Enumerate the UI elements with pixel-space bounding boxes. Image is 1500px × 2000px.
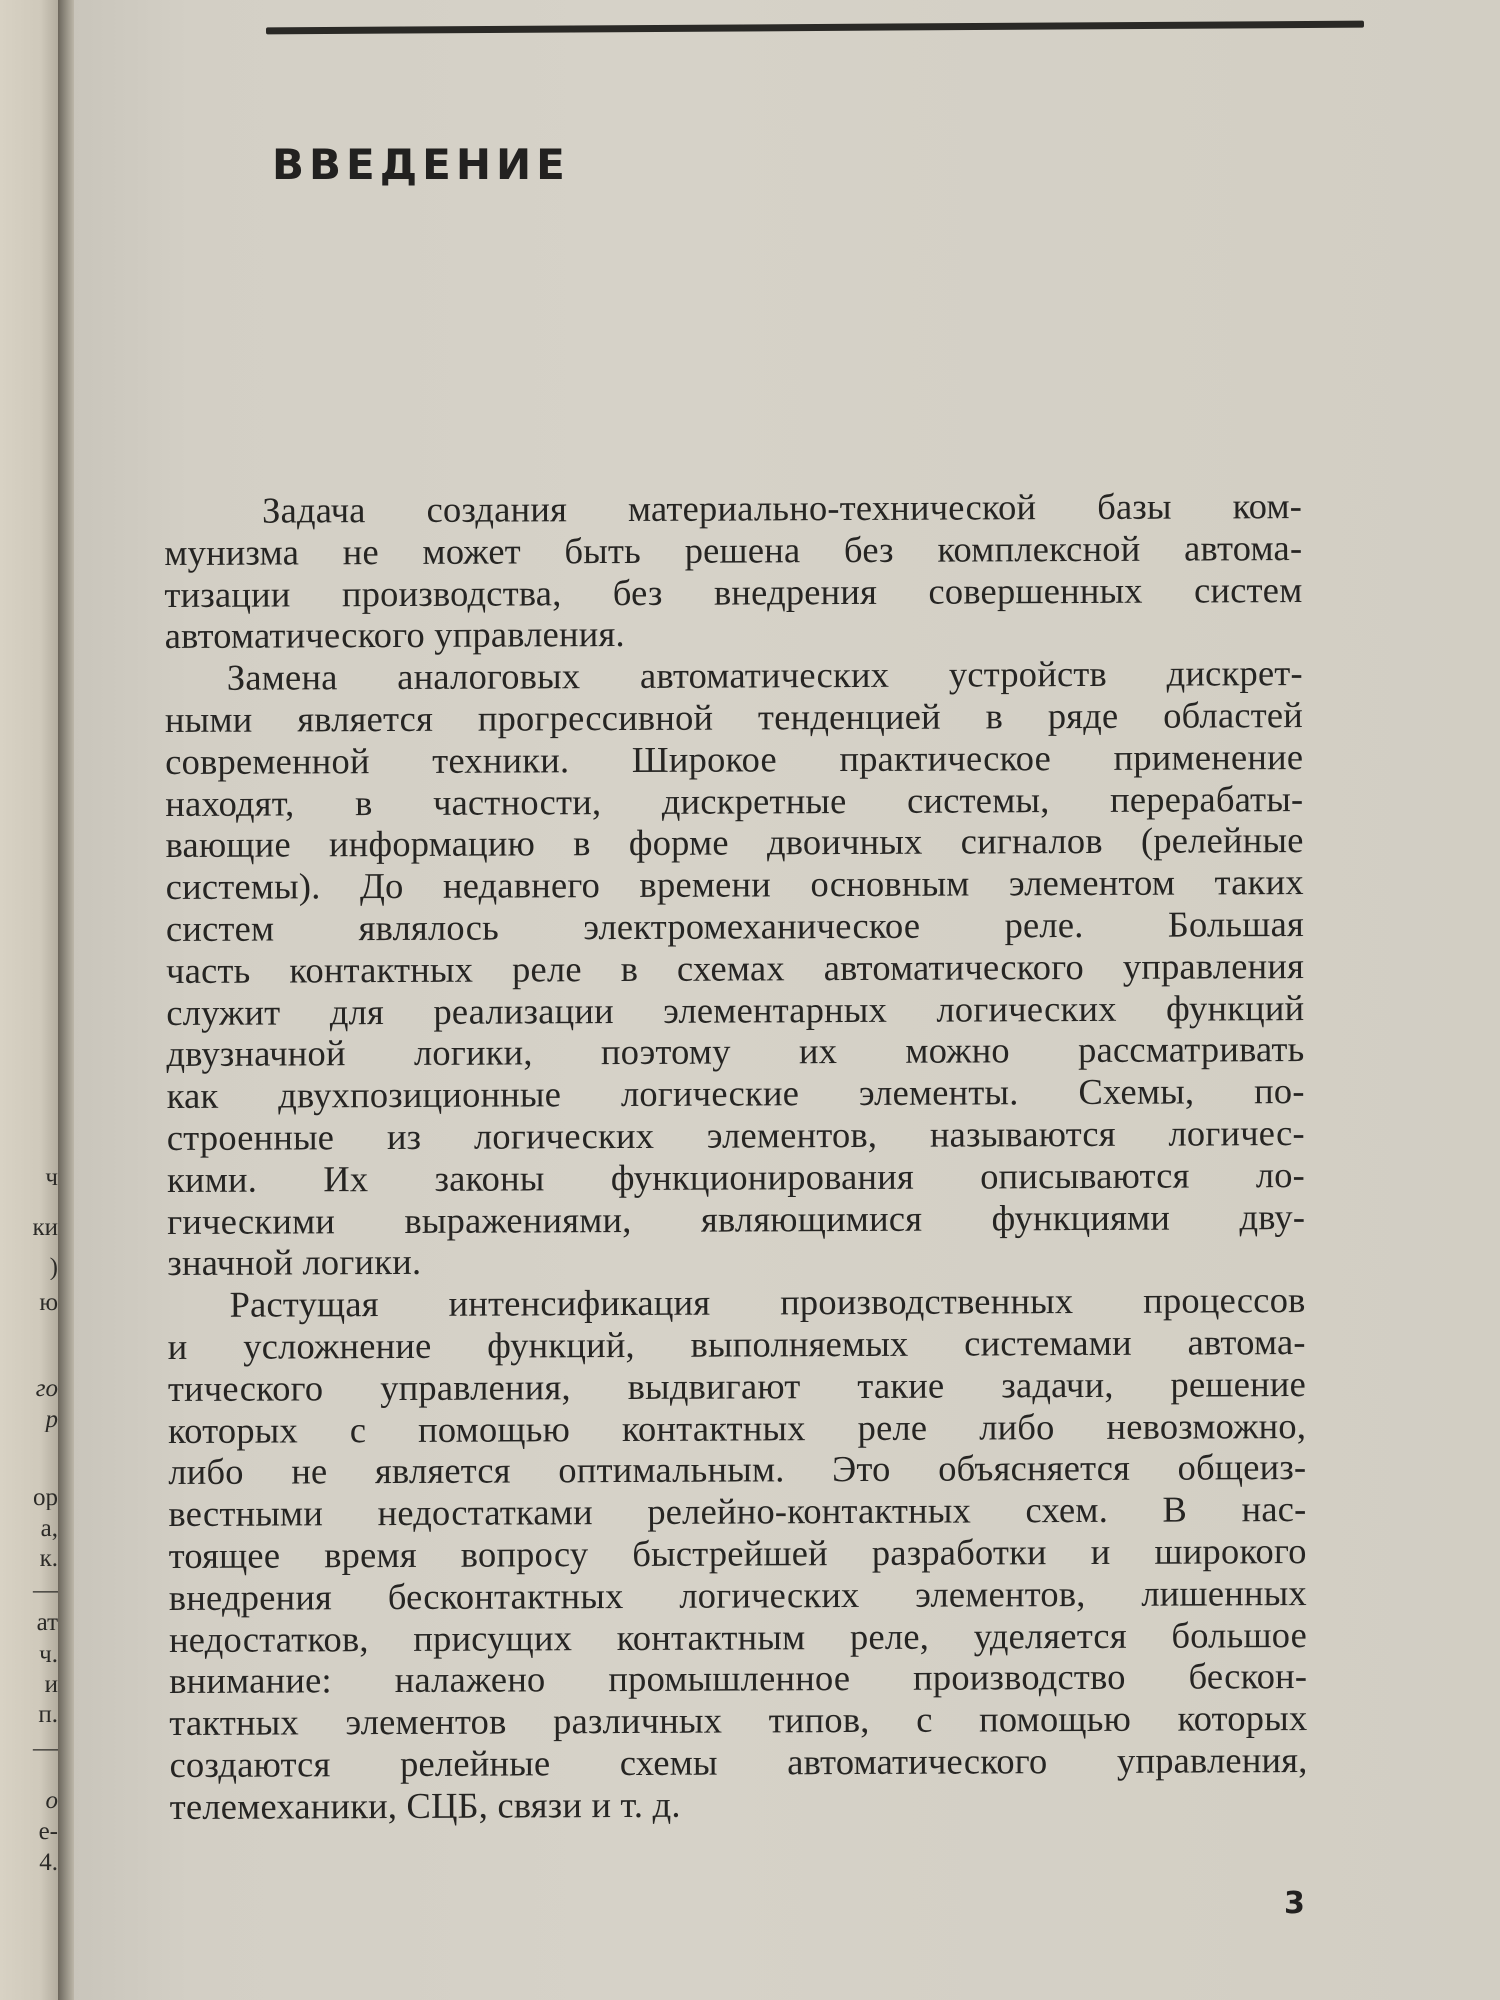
text-line: вестными недостатками релейно-контактных схем. В нас- [168, 1488, 1307, 1535]
text-line: тического управления, выдвигают такие задачи, решение [167, 1362, 1306, 1409]
chapter-heading: ВВЕДЕНИЕ [272, 140, 570, 189]
text-line: системы). До недавнего времени основным элементом таких [165, 861, 1304, 908]
text-line: кими. Их законы функционирования описываются ло- [166, 1153, 1306, 1200]
text-line: внедрения бесконтактных логических элементов, лишенных [168, 1571, 1307, 1618]
text-line: гическими выражениями, являющимися функциями дву- [167, 1195, 1306, 1242]
top-rule [266, 21, 1364, 35]
text-line: как двухпозиционные логические элементы. Схемы, по- [166, 1070, 1305, 1117]
left-page-fragment: го [35, 1376, 58, 1401]
text-line: автоматического управления. [164, 613, 625, 657]
text-line: тактных элементов различных типов, с помощью которых [169, 1697, 1308, 1744]
body-text [164, 485, 1308, 1827]
left-page-fragment: ки [32, 1215, 58, 1240]
text-line: Замена аналоговых автоматических устройств дискрет- [226, 652, 1303, 698]
left-page-fragment: а, [40, 1516, 58, 1541]
left-page-edge [0, 0, 58, 2000]
text-line: современной техники. Широкое практическое применение [165, 735, 1304, 782]
text-line: часть контактных реле в схемах автоматического управления [166, 944, 1305, 991]
book-gutter [58, 0, 74, 2000]
text-line: Задача создания материально-технической базы ком- [261, 485, 1303, 531]
text-line: служит для реализации элементарных логических функций [166, 986, 1305, 1033]
text-line: находят, в частности, дискретные системы, перерабаты- [165, 777, 1304, 824]
left-page-fragment: 4. [39, 1850, 58, 1875]
left-page-fragment: — [33, 1578, 58, 1603]
text-line: строенные из логических элементов, называются логичес- [166, 1111, 1305, 1158]
text-line: недостатков, присущих контактным реле, уделяется большое [168, 1613, 1308, 1660]
text-line: систем являлось электромеханическое реле. Большая [165, 902, 1304, 949]
left-page-fragment: ч. [39, 1642, 58, 1667]
text-line: двузначной логики, поэтому их можно рассматривать [166, 1028, 1305, 1075]
left-page-fragment: ч [45, 1165, 58, 1190]
left-page-fragment: ю [39, 1290, 58, 1315]
text-line: либо не является оптимальным. Это объясняется общеиз- [168, 1446, 1307, 1493]
paragraph [167, 1279, 1307, 1827]
text-line: внимание: налажено промышленное производство бескон- [169, 1655, 1308, 1702]
left-page-fragment: ат [36, 1610, 58, 1635]
text-line: и усложнение функций, выполняемых системами автома- [167, 1320, 1306, 1367]
left-page-fragment: — [33, 1736, 58, 1761]
left-page-fragment: ) [49, 1255, 58, 1280]
page-number: 3 [1284, 1886, 1305, 1921]
text-line: вающие информацию в форме двоичных сигналов (релейные [165, 819, 1304, 866]
left-page-fragment: о [45, 1788, 58, 1813]
paragraph [164, 485, 1303, 657]
left-page-fragment: ор [33, 1485, 58, 1510]
left-page-fragment: к. [39, 1546, 58, 1571]
left-page-fragment: е- [38, 1819, 58, 1844]
text-line: которых с помощью контактных реле либо невозможно, [168, 1404, 1307, 1451]
left-page-fragment: п. [38, 1702, 58, 1727]
book-page [74, 0, 1500, 2000]
text-line: тизации производства, без внедрения совершенных систем [164, 568, 1303, 615]
left-page-fragment: и [44, 1672, 58, 1697]
text-line: создаются релейные схемы автоматического управления, [169, 1738, 1308, 1785]
text-line: ными является прогрессивной тенденцией в ряде областей [164, 694, 1304, 740]
paragraph [165, 652, 1306, 1284]
text-line: тоящее время вопросу быстрейшей разработки и широкого [168, 1529, 1307, 1576]
text-line: телемеханики, СЦБ, связи и т. д. [169, 1783, 681, 1827]
text-line: значной логики. [167, 1241, 422, 1284]
left-page-fragment: р [45, 1407, 58, 1432]
text-line: Растущая интенсификация производственных процессов [229, 1279, 1306, 1325]
text-line: мунизма не может быть решена без комплексной автома- [164, 526, 1303, 573]
